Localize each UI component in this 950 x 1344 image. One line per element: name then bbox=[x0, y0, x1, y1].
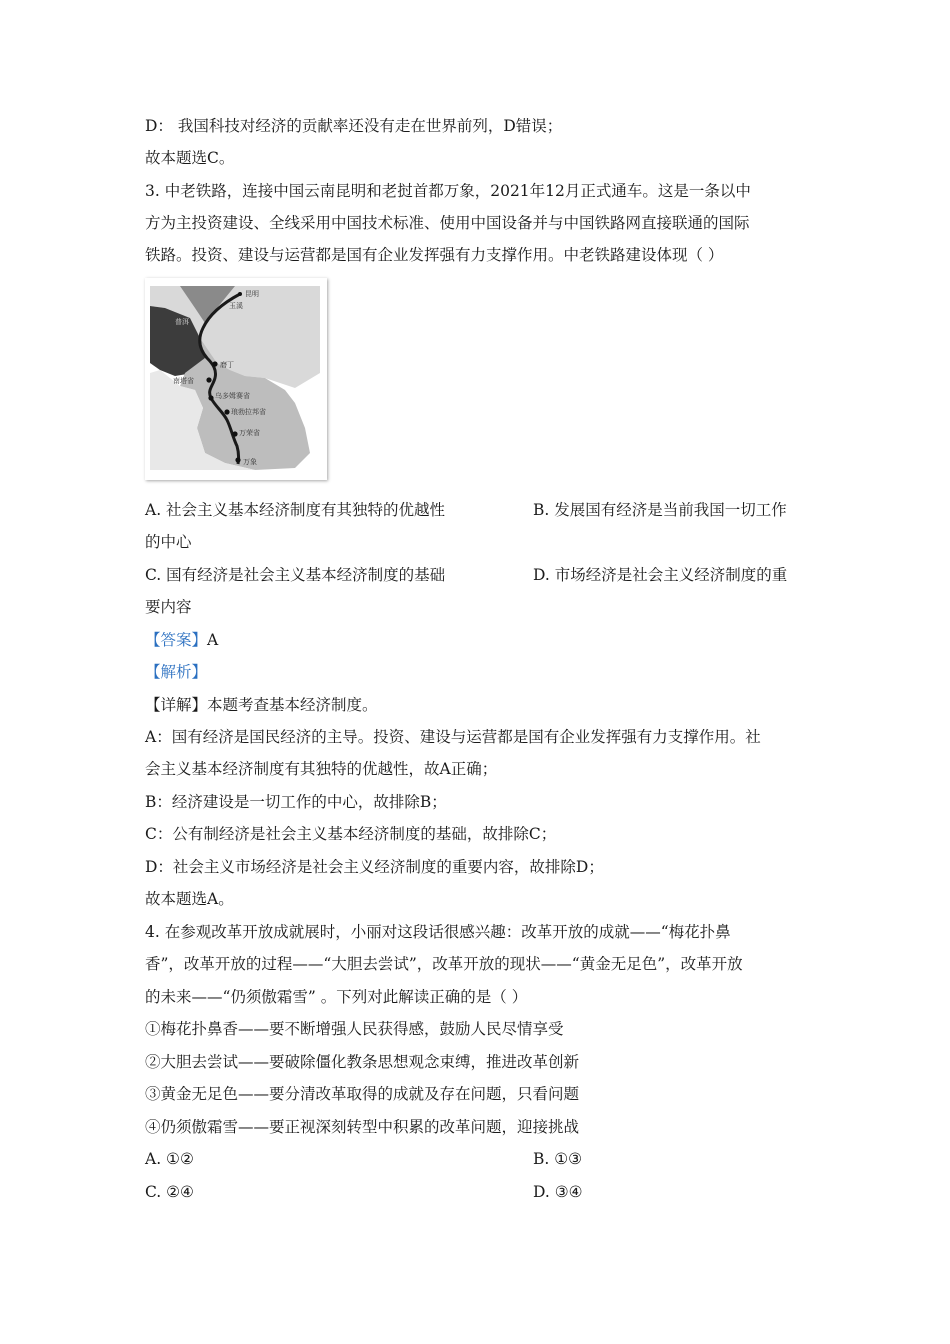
station-luangprabang-dot bbox=[224, 409, 229, 414]
china-laos-railway-map bbox=[145, 278, 327, 480]
label-kunming: 昆明 bbox=[245, 290, 259, 298]
q4-stem-line-3: 的未来——“仍须傲霜雪” 。下列对此解读正确的是（ ） bbox=[145, 988, 528, 1006]
answer-tag: 【答案】 bbox=[145, 631, 208, 649]
label-boten: 磨丁 bbox=[220, 361, 234, 369]
station-kunming-dot bbox=[238, 292, 242, 296]
q4-item-3: ③黄金无足色——要分清改革取得的成就及存在问题，只看问题 bbox=[145, 1085, 580, 1103]
detail-text: 本题考查基本经济制度。 bbox=[207, 696, 378, 714]
q4-item-2: ②大胆去尝试——要破除僵化教条思想观念束缚，推进改革创新 bbox=[145, 1053, 580, 1071]
q3-analysis-tag: 【解析】 bbox=[145, 663, 208, 681]
label-vientiane: 万象 bbox=[243, 458, 257, 466]
q3-analysis-a-line-2: 会主义基本经济制度有其独特的优越性，故A正确； bbox=[145, 760, 498, 778]
q4-stem-line-1: 4. 在参观改革开放成就展时，小丽对这段话很感兴趣：改革开放的成就——“梅花扑鼻 bbox=[145, 923, 731, 941]
prev-conclusion: 故本题选C。 bbox=[145, 149, 235, 167]
label-oudomxay: 乌多姆赛省 bbox=[215, 392, 250, 400]
station-vientiane-dot bbox=[235, 457, 240, 462]
q4-item-4: ④仍须傲霜雪——要正视深刻转型中积累的改革问题，迎接挑战 bbox=[145, 1118, 580, 1136]
q3-stem-line-1: 3. 中老铁路，连接中国云南昆明和老挝首都万象，2021年12月正式通车。这是一条以中 bbox=[145, 182, 751, 200]
q3-analysis-a-line-1: A：国有经济是国民经济的主导。投资、建设与运营都是国有企业发挥强有力支撑作用。社 bbox=[145, 728, 761, 746]
answer-value: A bbox=[207, 631, 219, 649]
q3-answer bbox=[145, 630, 815, 650]
q4-option-b: B. ①③ bbox=[533, 1150, 583, 1168]
prev-option-d-analysis: D： 我国科技对经济的贡献率还没有走在世界前列，D错误； bbox=[145, 117, 563, 135]
q4-option-d: D. ③④ bbox=[533, 1183, 583, 1201]
label-luangprabang: 琅勃拉邦省 bbox=[231, 408, 266, 416]
station-boten-dot bbox=[212, 361, 217, 366]
label-namtha: 南塔省 bbox=[173, 377, 194, 385]
q3-analysis-b: B：经济建设是一切工作的中心，故排除B； bbox=[145, 793, 447, 811]
station-vangvieng-dot bbox=[232, 431, 237, 436]
q4-stem-line-2: 香”，改革开放的过程——“大胆去尝试”，改革开放的现状——“黄金无足色”，改革开放 bbox=[145, 955, 743, 973]
q3-analysis-c: C：公有制经济是社会主义基本经济制度的基础，故排除C； bbox=[145, 825, 557, 843]
q3-stem-line-2: 方为主投资建设、全线采用中国技术标准、使用中国设备并与中国铁路网直接联通的国际 bbox=[145, 214, 750, 232]
label-vangvieng: 万荣省 bbox=[239, 429, 260, 437]
label-yuxi: 玉溪 bbox=[229, 302, 243, 310]
q3-option-b-line-1: B. 发展国有经济是当前我国一切工作 bbox=[533, 501, 787, 519]
q3-option-c: C. 国有经济是社会主义基本经济制度的基础 bbox=[145, 566, 446, 584]
q3-option-b-line-2: 的中心 bbox=[145, 533, 192, 551]
q4-option-a: A. ①② bbox=[145, 1150, 194, 1168]
q3-analysis-d: D：社会主义市场经济是社会主义经济制度的重要内容，故排除D； bbox=[145, 858, 604, 876]
label-puer: 普洱 bbox=[175, 318, 189, 326]
q3-detail bbox=[145, 695, 815, 715]
railway-map-svg bbox=[145, 278, 327, 480]
q3-option-a: A. 社会主义基本经济制度有其独特的优越性 bbox=[145, 501, 446, 519]
station-oudomxay-dot bbox=[208, 395, 213, 400]
q3-option-d-line-1: D. 市场经济是社会主义经济制度的重 bbox=[533, 566, 788, 584]
q3-option-d-line-2: 要内容 bbox=[145, 598, 192, 616]
detail-tag: 【详解】 bbox=[145, 696, 208, 714]
q4-item-1: ①梅花扑鼻香——要不断增强人民获得感，鼓励人民尽情享受 bbox=[145, 1020, 564, 1038]
station-namtha-dot bbox=[206, 377, 211, 382]
q3-stem-line-3: 铁路。投资、建设与运营都是国有企业发挥强有力支撑作用。中老铁路建设体现（ ） bbox=[145, 246, 724, 264]
q3-conclusion: 故本题选A。 bbox=[145, 890, 234, 908]
q4-option-c: C. ②④ bbox=[145, 1183, 194, 1201]
